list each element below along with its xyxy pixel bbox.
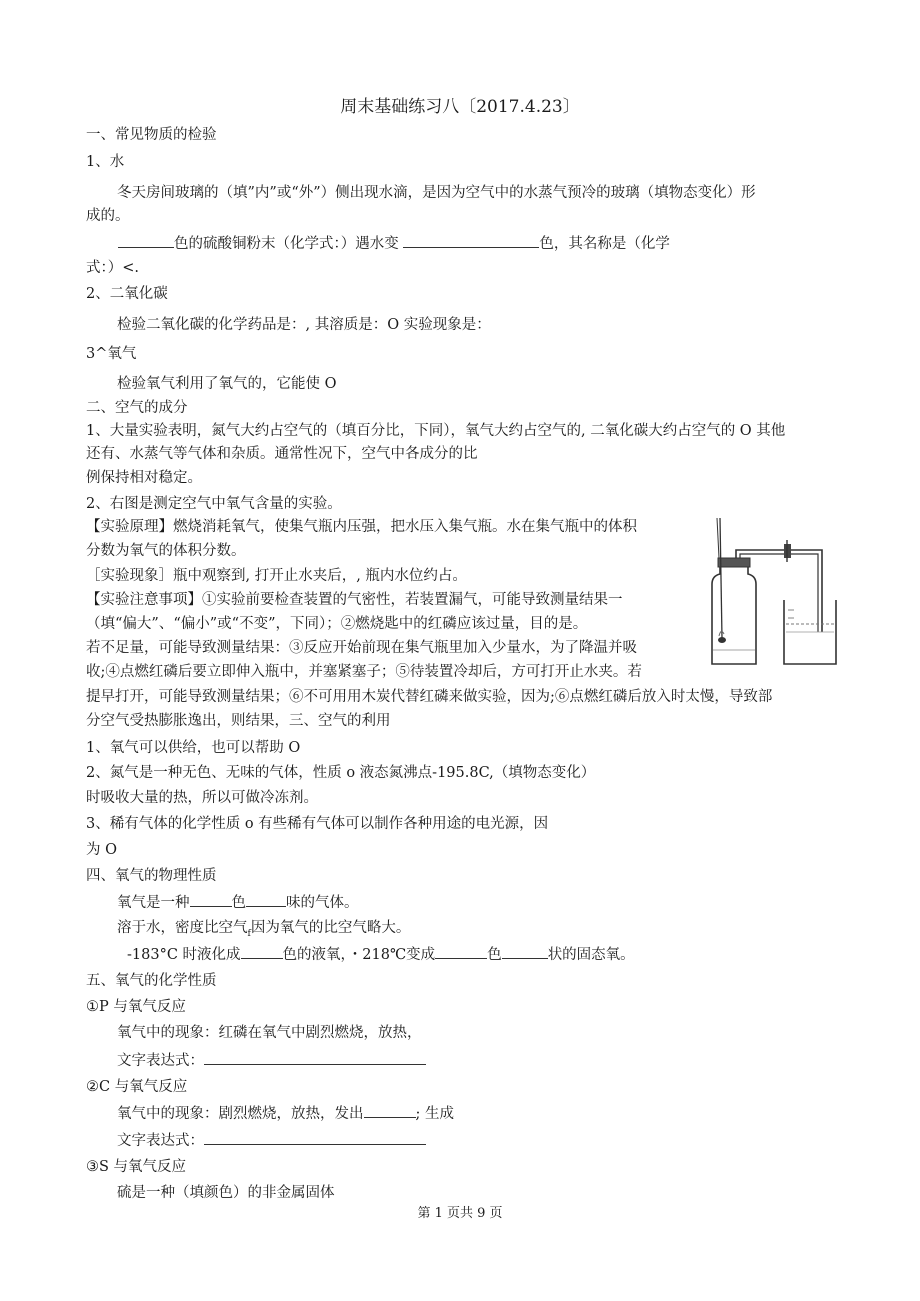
text-fragment: 色 xyxy=(231,895,246,911)
oxygen-physical-line3 xyxy=(127,944,635,965)
water-question-line2 xyxy=(118,233,670,254)
blank-line xyxy=(364,1103,416,1118)
water-question-line1: 冬天房间玻璃的（填”内”或“外”）侧出现水滴，是因为空气中的水蒸气预冷的玻璃（填物态变化）形 xyxy=(117,185,756,201)
blank-line xyxy=(502,944,548,959)
reaction-s-text: 硫是一种（填颜色）的非金属固体 xyxy=(117,1185,335,1201)
water-question-line2-cont: 式：）<. xyxy=(86,260,140,276)
air-use-line1: 1、氧气可以供给，也可以帮助 O xyxy=(86,740,301,756)
blank-line xyxy=(435,944,487,959)
text-fragment: 氧气是一种 xyxy=(117,895,190,911)
blank-line xyxy=(403,233,539,248)
text-fragment: ; 生成 xyxy=(415,1106,454,1122)
subsection-o2: 3^氧气 xyxy=(86,346,137,362)
experiment-phenomenon: ［实验现象］瓶中观察到, 打开止水夹后，, 瓶内水位约占。 xyxy=(86,568,467,584)
text-fragment: 色，其名称是（化学 xyxy=(539,236,670,252)
experiment-principle-line2: 分数为氧气的体积分数。 xyxy=(86,543,246,559)
section-heading-1: 一、常见物质的检验 xyxy=(86,127,217,143)
text-fragment: 味的气体。 xyxy=(286,895,359,911)
subsection-co2: 2、二氧化碳 xyxy=(86,286,168,302)
experiment-notes-line5: 提早打开，可能导致测量结果；⑥不可用用木炭代替红磷来做实验，因为;⑥点燃红磷后放入时太慢，导致部 xyxy=(86,689,773,705)
experiment-notes-line3: 若不足量，可能导致测量结果：③反应开始前现在集气瓶里加入少量水，为了降温并吸 xyxy=(86,640,637,656)
text-fragment: 因为氧气的比空气略大。 xyxy=(250,920,411,936)
experiment-notes-line6: 分空气受热膨胀逸出，则结果，三、空气的利用 xyxy=(86,713,391,729)
water-question-line1-cont: 成的。 xyxy=(86,208,130,224)
air-use-line2: 2、氮气是一种无色、无味的气体，性质 o 液态氮沸点-195.8C,（填物态变化） xyxy=(86,765,596,781)
blank-line xyxy=(204,1130,426,1145)
subsection-water: 1、水 xyxy=(86,154,125,170)
air-use-line3-cont: 为 O xyxy=(86,842,117,858)
reaction-c-label: ②C 与氧气反应 xyxy=(86,1079,188,1095)
co2-question: 检验二氧化碳的化学药品是：, 其溶质是：O 实验现象是： xyxy=(117,317,491,333)
blank-line xyxy=(118,233,174,248)
oxygen-physical-line1 xyxy=(117,892,359,913)
text-fragment: 文字表达式： xyxy=(117,1053,204,1069)
experiment-intro: 2、右图是测定空气中氧气含量的实验。 xyxy=(86,496,342,512)
air-use-line2-cont: 时吸收大量的热，所以可做冷冻剂。 xyxy=(86,790,318,806)
text-fragment: 状的固态氧。 xyxy=(547,947,635,963)
text-fragment: f xyxy=(247,928,251,939)
experiment-notes-line2: （填“偏大”、“偏小”或“不变”，下同）；②燃烧匙中的红磷应该过量，目的是。 xyxy=(86,616,588,632)
text-fragment: 溶于水，密度比空气 xyxy=(117,920,248,936)
reaction-p-phenomenon: 氧气中的现象：红磷在氧气中剧烈燃烧，放热， xyxy=(117,1025,422,1041)
experiment-notes-line4: 收;④点燃红磷后要立即伸入瓶中，并塞紧塞子；⑤待装置冷却后，方可打开止水夹。若 xyxy=(86,664,642,680)
reaction-c-formula xyxy=(117,1130,426,1151)
air-composition-line3: 例保持相对稳定。 xyxy=(86,470,202,486)
experiment-notes-line1: 【实验注意事项】①实验前要检查装置的气密性，若装置漏气，可能导致测量结果一 xyxy=(86,592,623,608)
oxygen-measurement-apparatus-figure xyxy=(690,512,840,672)
text-fragment: 色的硫酸铜粉末（化学式：）遇水变 xyxy=(174,236,399,252)
page-footer: 第 1 页共 9 页 xyxy=(417,1206,503,1221)
section-heading-5: 五、氧气的化学性质 xyxy=(86,973,217,989)
air-use-line3: 3、稀有气体的化学性质 o 有些稀有气体可以制作各种用途的电光源，因 xyxy=(86,816,549,832)
o2-question: 检验氧气利用了氧气的，它能使 O xyxy=(117,376,337,392)
text-fragment: 氧气中的现象：剧烈燃烧，放热，发出 xyxy=(117,1106,364,1122)
experiment-principle-line1: 【实验原理】燃烧消耗氧气，使集气瓶内压强，把水压入集气瓶。水在集气瓶中的体积 xyxy=(86,519,637,535)
blank-line xyxy=(246,892,286,907)
text-fragment: 色的液氧，・218℃变成 xyxy=(282,947,436,963)
blank-line xyxy=(204,1050,426,1065)
blank-line xyxy=(190,892,232,907)
section-heading-4: 四、氧气的物理性质 xyxy=(86,868,217,884)
reaction-p-formula xyxy=(117,1050,426,1071)
reaction-c-phenomenon xyxy=(117,1103,454,1124)
text-fragment: 文字表达式： xyxy=(117,1133,204,1149)
air-composition-line1: 1、大量实验表明，氮气大约占空气的（填百分比，下同），氧气大约占空气的, 二氧化碳大约占空气的 O 其他 xyxy=(86,423,786,439)
blank-line xyxy=(241,944,283,959)
reaction-s-label: ③S 与氧气反应 xyxy=(86,1159,187,1175)
text-fragment: 色 xyxy=(487,947,502,963)
page-title: 周末基础练习八〔2017.4.23〕 xyxy=(340,97,580,117)
oxygen-physical-line2 xyxy=(117,918,410,944)
text-fragment: -183°C 时液化成 xyxy=(127,947,241,963)
reaction-p-label: ①P 与氧气反应 xyxy=(86,999,186,1015)
section-heading-2: 二、空气的成分 xyxy=(86,400,188,416)
air-composition-line2: 还有、水蒸气等气体和杂质。通常性况下，空气中各成分的比 xyxy=(86,446,478,462)
